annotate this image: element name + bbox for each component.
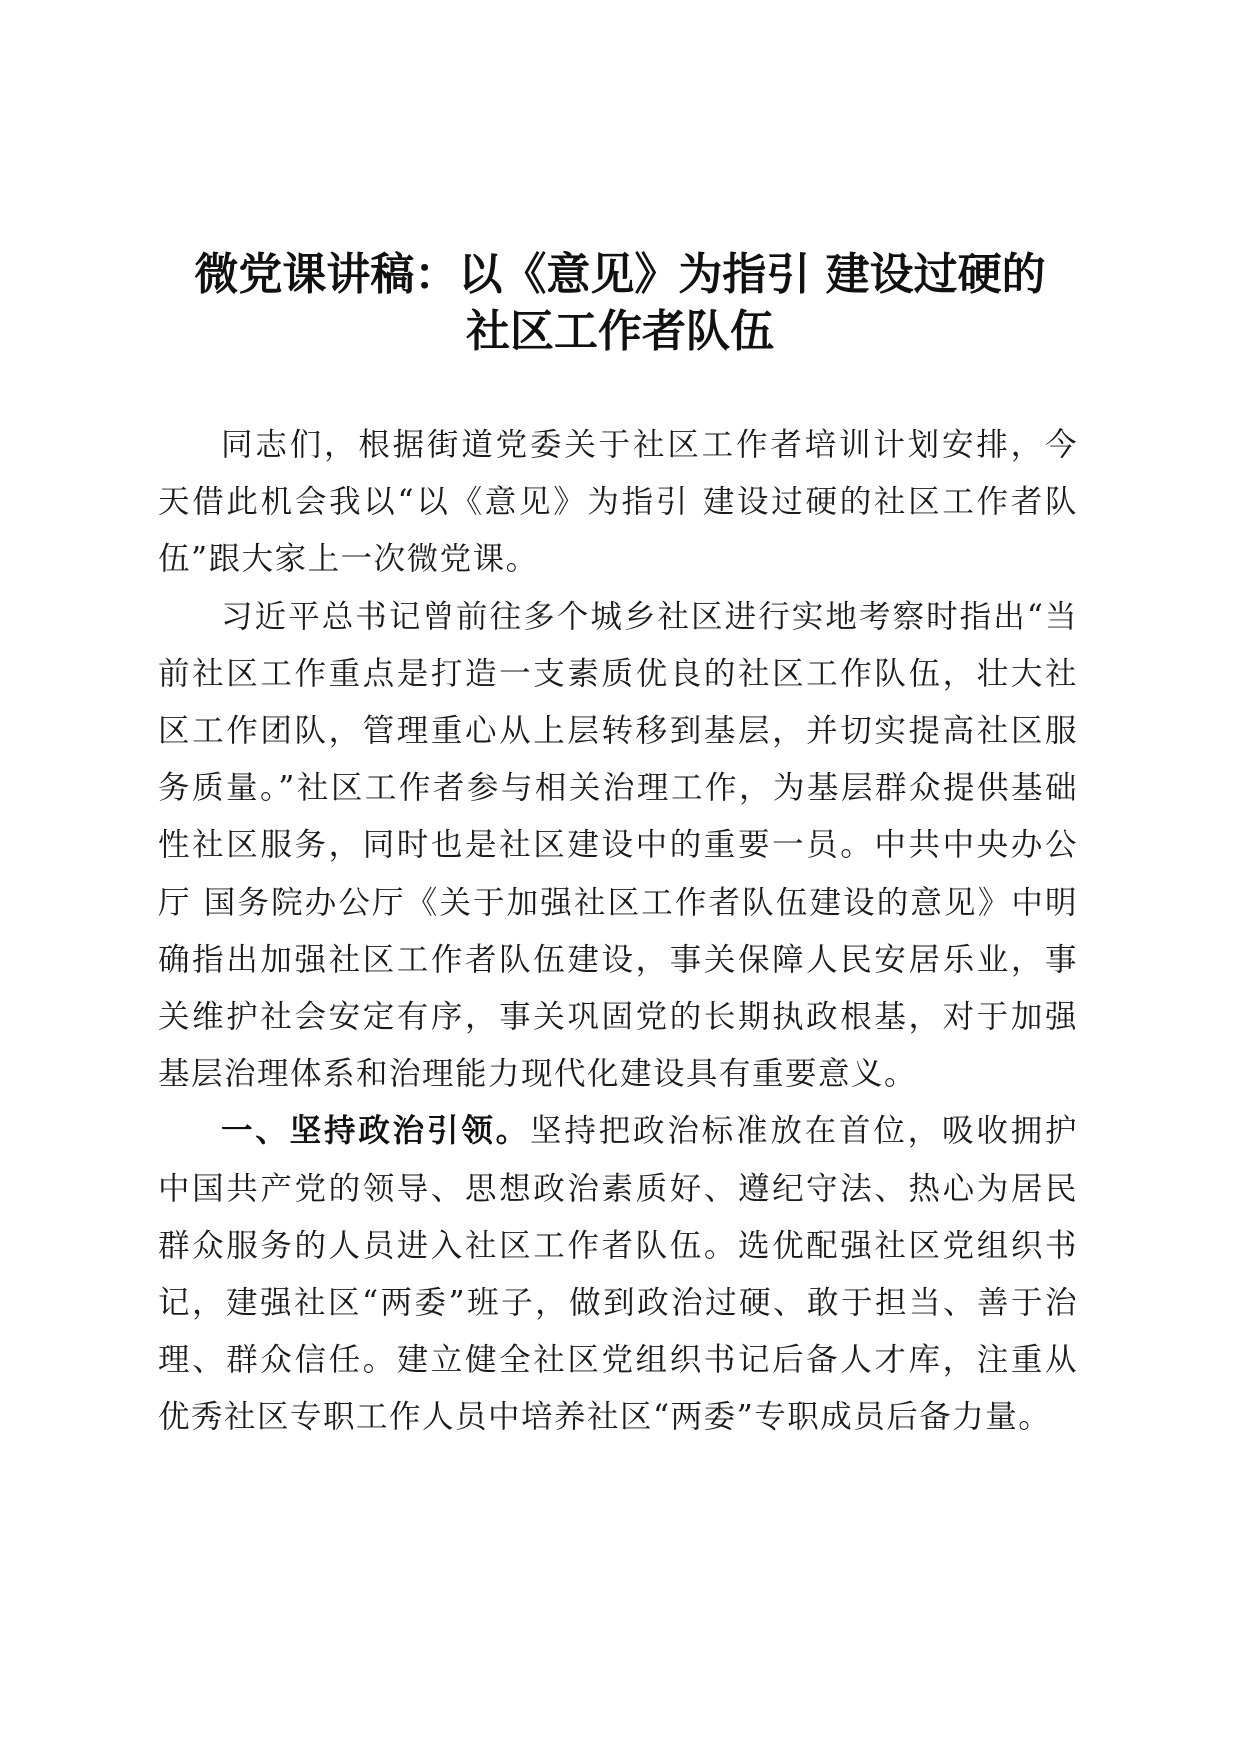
paragraph-text: 同志们，根据街道党委关于社区工作者培训计划安排，今天借此机会我以“以《意见》为指引 建设过硬的社区工作者队伍”跟大家上一次微党课。 <box>158 427 1078 578</box>
section-heading: 一、坚持政治引领。 <box>221 1113 530 1150</box>
document-body <box>158 417 1078 1447</box>
document-title <box>140 246 1100 360</box>
paragraph-section-1 <box>158 1103 1078 1446</box>
paragraph-background <box>158 589 1078 1104</box>
paragraph-text: 习近平总书记曾前往多个城乡社区进行实地考察时指出“当前社区工作重点是打造一支素质优良的社区工作队伍，壮大社区工作团队，管理重心从上层转移到基层，并切实提高社区服务质量。”社区工作者参与相关治理工作，为基层群众提供基础性社区服务，同时也是社区建设中的重要一员。中共中央办公厅 国务院办公厅《关于加强社区工作者队伍建设的意见》中明确指出加强社区工作者队伍建设，事关保障人民安居乐业，事关维护社会安定有序，事关巩固党的长期执政根基，对于加强基层治理体系和治理能力现代化建设具有重要意义。 <box>158 598 1078 1093</box>
paragraph-text: 坚持把政治标准放在首位，吸收拥护中国共产党的领导、思想政治素质好、遵纪守法、热心为居民群众服务的人员进入社区工作者队伍。选优配强社区党组织书记，建强社区“两委”班子，做到政治过硬、敢于担当、善于治理、群众信任。建立健全社区党组织书记后备人才库，注重从优秀社区专职工作人员中培养社区“两委”专职成员后备力量。 <box>158 1113 1078 1436</box>
title-line-1: 微党课讲稿：以《意见》为指引 建设过硬的 <box>194 249 1046 300</box>
title-line-2: 社区工作者队伍 <box>466 306 774 357</box>
paragraph-intro <box>158 417 1078 589</box>
